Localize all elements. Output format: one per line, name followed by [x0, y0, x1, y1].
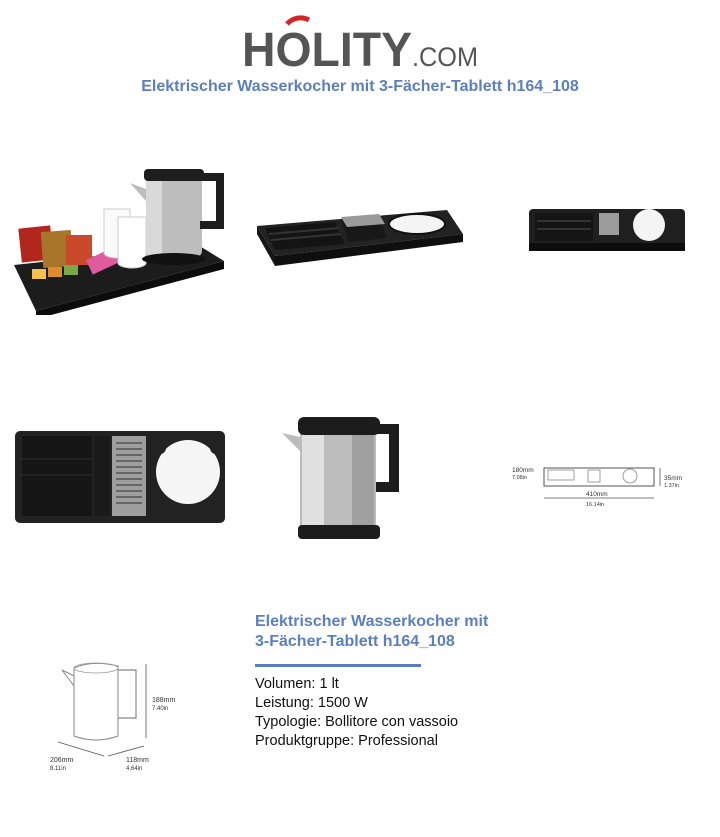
tray-width-in: 16.14in — [586, 502, 605, 508]
kettle-width-mm: 206mm — [50, 757, 74, 764]
tray-depth-in: 7.08in — [512, 475, 527, 481]
product-title-line2: 3-Fächer-Tablett h164_108 — [255, 633, 455, 650]
kettle-height-in: 7.40in — [152, 706, 169, 712]
spec-volume: Volumen: 1 lt — [255, 676, 339, 692]
title-divider — [255, 664, 421, 667]
holity-logo — [0, 10, 720, 72]
tray-dimensions-drawing — [510, 458, 690, 510]
logo-brand-text: HOLITY — [242, 24, 412, 72]
spec-product-group: Produktgruppe: Professional — [255, 733, 438, 749]
spec-type: Typologie: Bollitore con vassoio — [255, 714, 459, 730]
tray-height-mm: 35mm — [664, 475, 683, 482]
kettle-tray-set-photo[interactable] — [12, 165, 230, 315]
tray-side-photo[interactable] — [527, 205, 689, 255]
tray-angled-photo[interactable] — [255, 200, 467, 272]
kettle-dimensions-drawing — [48, 650, 186, 774]
kettle-photo[interactable] — [280, 415, 406, 545]
tray-height-in: 1.37in — [664, 483, 679, 489]
page-title: Elektrischer Wasserkocher mit 3-Fächer-Tablett h164_108 — [141, 78, 579, 95]
kettle-width-in: 8.11in — [50, 766, 66, 772]
kettle-depth-mm: 118mm — [126, 757, 149, 764]
tray-width-mm: 410mm — [586, 491, 608, 498]
logo-suffix-text: .COM — [412, 42, 478, 72]
tray-top-photo[interactable] — [14, 430, 226, 524]
kettle-height-mm: 188mm — [152, 697, 176, 704]
tray-depth-mm: 180mm — [512, 467, 534, 474]
product-title-line1: Elektrischer Wasserkocher mit — [255, 613, 489, 630]
product-info — [255, 612, 555, 751]
spec-power: Leistung: 1500 W — [255, 695, 368, 711]
kettle-depth-in: 4.64in — [126, 766, 143, 772]
